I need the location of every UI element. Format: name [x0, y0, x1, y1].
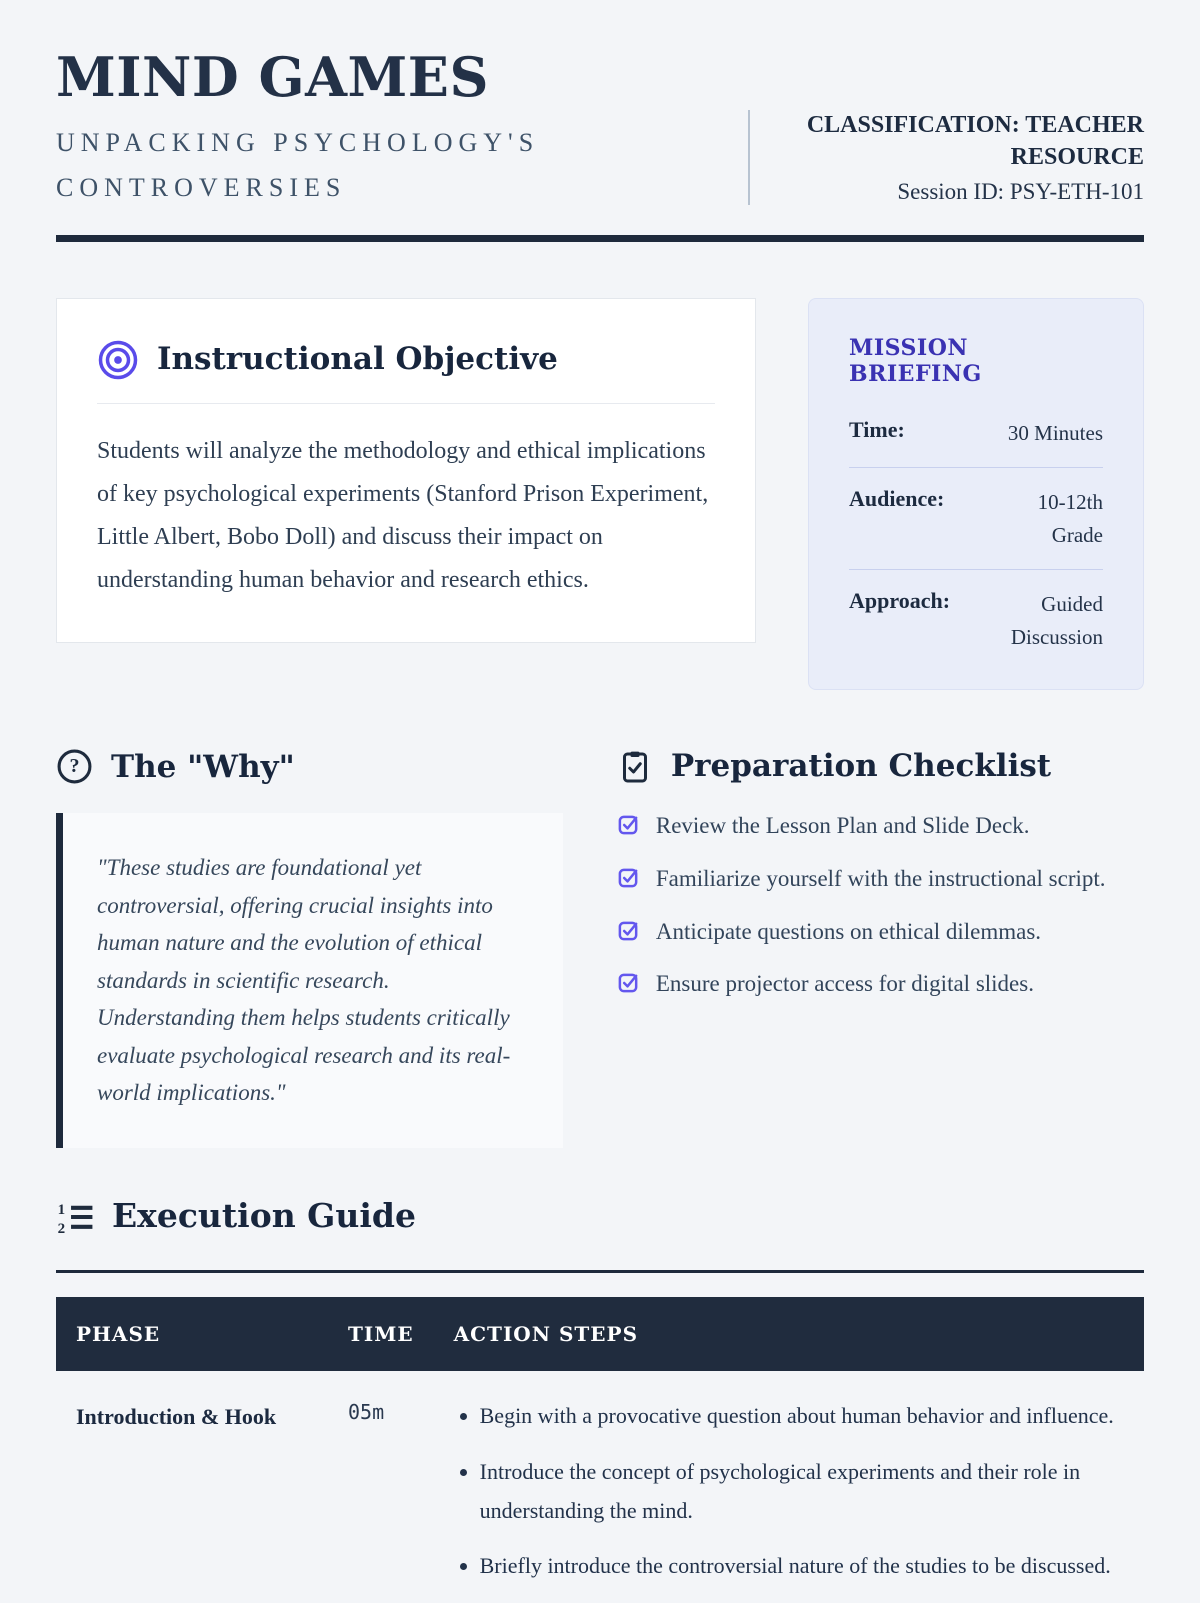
mission-briefing-title: MISSION BRIEFING [849, 334, 982, 387]
checkbox-checked-icon [617, 971, 640, 994]
target-icon [97, 339, 139, 381]
execution-rule [56, 1270, 1144, 1273]
execution-heading [56, 1198, 1144, 1236]
checklist-item-text: Familiarize yourself with the instructional script. [655, 865, 1106, 891]
clipboard-check-icon [617, 748, 653, 784]
checklist-item [617, 966, 1144, 1002]
instructional-objective-card [56, 298, 756, 644]
checklist-item [617, 861, 1144, 897]
question-circle-icon [56, 748, 93, 785]
rationale-and-prep-section [56, 748, 1144, 1147]
execution-table [56, 1297, 1144, 1603]
mission-value: Guided Discussion [1010, 592, 1103, 649]
title-block [56, 45, 586, 211]
column-header-time: TIME [348, 1321, 414, 1346]
preparation-checklist [617, 808, 1144, 1002]
checkbox-checked-icon [617, 813, 640, 836]
action-steps-cell [434, 1371, 1144, 1603]
checklist-item-text: Ensure projector access for digital slides. [655, 971, 1034, 997]
action-steps-list [454, 1397, 1124, 1587]
checkbox-checked-icon [617, 919, 640, 942]
page-subtitle: UNPACKING PSYCHOLOGY'S CONTROVERSIES [56, 128, 540, 202]
checklist-title: Preparation Checklist [670, 748, 1052, 785]
mission-row-approach [849, 570, 1103, 659]
column-header-phase: PHASE [76, 1321, 161, 1346]
mission-label: Audience: [849, 486, 945, 512]
time-cell: 05m [348, 1399, 385, 1424]
classification-block [748, 110, 1144, 204]
phase-cell: Introduction & Hook [76, 1403, 277, 1429]
column-header-action-steps: ACTION STEPS [453, 1321, 639, 1346]
execution-title: Execution Guide [112, 1196, 416, 1236]
action-step: • Briefly introduce the controversial nature of the studies to be discussed. [480, 1547, 1124, 1586]
checklist-item [617, 914, 1144, 950]
objective-heading [97, 339, 715, 404]
objective-title: Instructional Objective [157, 341, 558, 378]
checklist-item [617, 808, 1144, 844]
checkbox-checked-icon [617, 866, 640, 889]
mission-label: Time: [849, 416, 905, 442]
checklist-section [617, 748, 1144, 1019]
mission-row-time [849, 399, 1103, 469]
svg-text:1: 1 [57, 1201, 66, 1218]
why-section [56, 748, 563, 1147]
why-title: The "Why" [111, 748, 295, 785]
ordered-list-icon [56, 1198, 94, 1236]
table-header-row [56, 1297, 1144, 1371]
classification-label: CLASSIFICATION: TEACHER RESOURCE [806, 112, 1144, 170]
checklist-heading [617, 748, 1144, 784]
mission-label: Approach: [849, 588, 951, 614]
mission-briefing-card [808, 298, 1144, 691]
action-step: • Introduce the concept of psychological experiments and their role in understanding the mind. [480, 1453, 1124, 1531]
why-heading [56, 748, 563, 785]
session-id: Session ID: PSY-ETH-101 [897, 178, 1144, 204]
page-title: MIND GAMES [56, 45, 489, 109]
table-row [56, 1371, 1144, 1603]
header-rule [56, 235, 1144, 242]
checklist-item-text: Review the Lesson Plan and Slide Deck. [655, 813, 1030, 839]
document-header [56, 45, 1144, 211]
mission-row-audience [849, 468, 1103, 570]
svg-text:2: 2 [57, 1220, 66, 1236]
objective-body: Students will analyze the methodology and ethical implications of key psychological experiments (Stanford Prison Experiment, Little Albert, Bobo Doll) and discuss their impact on understanding human behavior and research ethics. [97, 437, 709, 594]
mission-value: 10-12th Grade [1037, 490, 1103, 547]
checklist-item-text: Anticipate questions on ethical dilemmas. [655, 918, 1042, 944]
execution-guide-section [56, 1198, 1144, 1603]
svg-text:?: ? [69, 755, 80, 778]
mission-value: 30 Minutes [1007, 420, 1103, 445]
overview-section [56, 298, 1144, 691]
action-step: • Begin with a provocative question about human behavior and influence. [480, 1397, 1124, 1436]
why-quote: "These studies are foundational yet controversial, offering crucial insights into human nature and the evolution of ethical standards in scientific research. Understanding them helps students critically evaluate psychological research and its real-world implications." [56, 813, 563, 1147]
